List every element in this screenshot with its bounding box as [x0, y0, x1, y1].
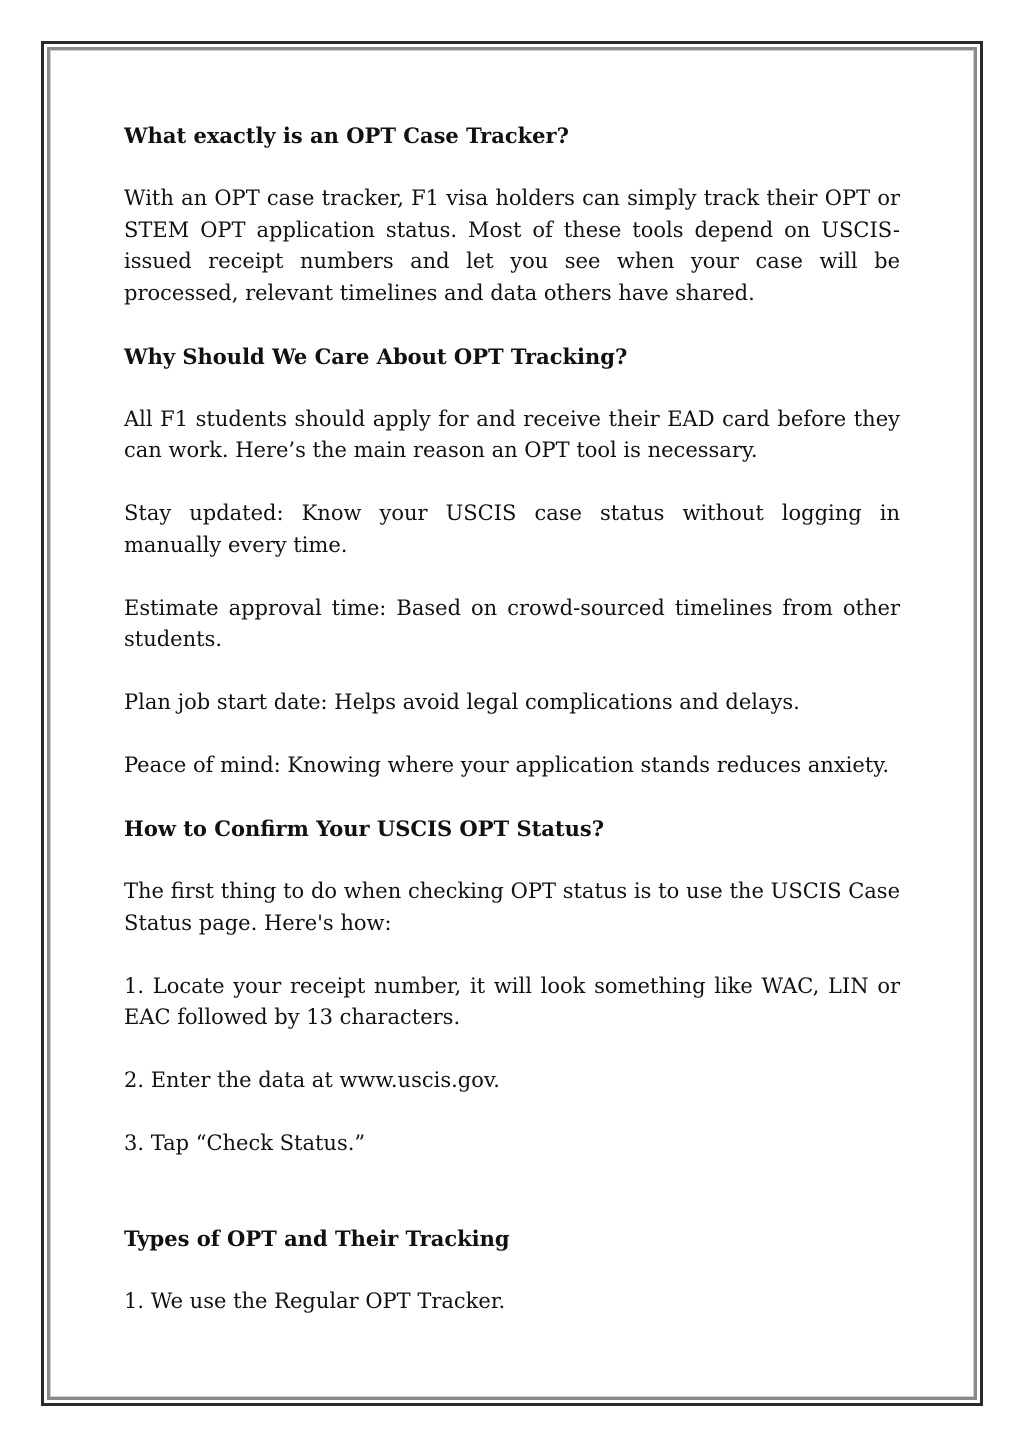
document-body: [124, 120, 900, 1317]
section-heading-why-care: Why Should We Care About OPT Tracking?: [124, 343, 628, 369]
section-heading-confirm-status: How to Confirm Your USCIS OPT Status?: [124, 816, 605, 841]
list-item-step-2: 2. Enter the data at www.uscis.gov.: [124, 1068, 500, 1092]
paragraph-tracker-intro: With an OPT case tracker, F1 visa holders can simply track their OPT or STEM OPT application status. Most of these tools depend on USCIS-issued receipt numbers and let you see when your case will be processed, relevant timelines and data others have shared.: [124, 186, 900, 305]
paragraph-plan-job-start: Plan job start date: Helps avoid legal complications and delays.: [124, 690, 800, 714]
paragraph-estimate-approval: Estimate approval time: Based on crowd-sourced timelines from other students.: [124, 595, 900, 651]
paragraph-ead-requirement: All F1 students should apply for and receive their EAD card before they can work. Here’s the main reason an OPT tool is necessary.: [124, 406, 900, 462]
paragraph-case-status-intro: The first thing to do when checking OPT status is to use the USCIS Case Status page. Here's how:: [124, 879, 900, 935]
list-item-regular-opt: 1. We use the Regular OPT Tracker.: [124, 1288, 506, 1313]
list-item-step-3: 3. Tap “Check Status.”: [124, 1131, 366, 1155]
section-heading-types-of-opt: Types of OPT and Their Tracking: [124, 1225, 510, 1251]
paragraph-peace-of-mind: Peace of mind: Knowing where your application stands reduces anxiety.: [124, 753, 890, 777]
list-item-step-1: 1. Locate your receipt number, it will look something like WAC, LIN or EAC followed by 13 characters.: [124, 973, 900, 1029]
section-heading-what-is-tracker: What exactly is an OPT Case Tracker?: [124, 123, 569, 148]
paragraph-stay-updated: Stay updated: Know your USCIS case status without logging in manually every time.: [124, 501, 900, 557]
